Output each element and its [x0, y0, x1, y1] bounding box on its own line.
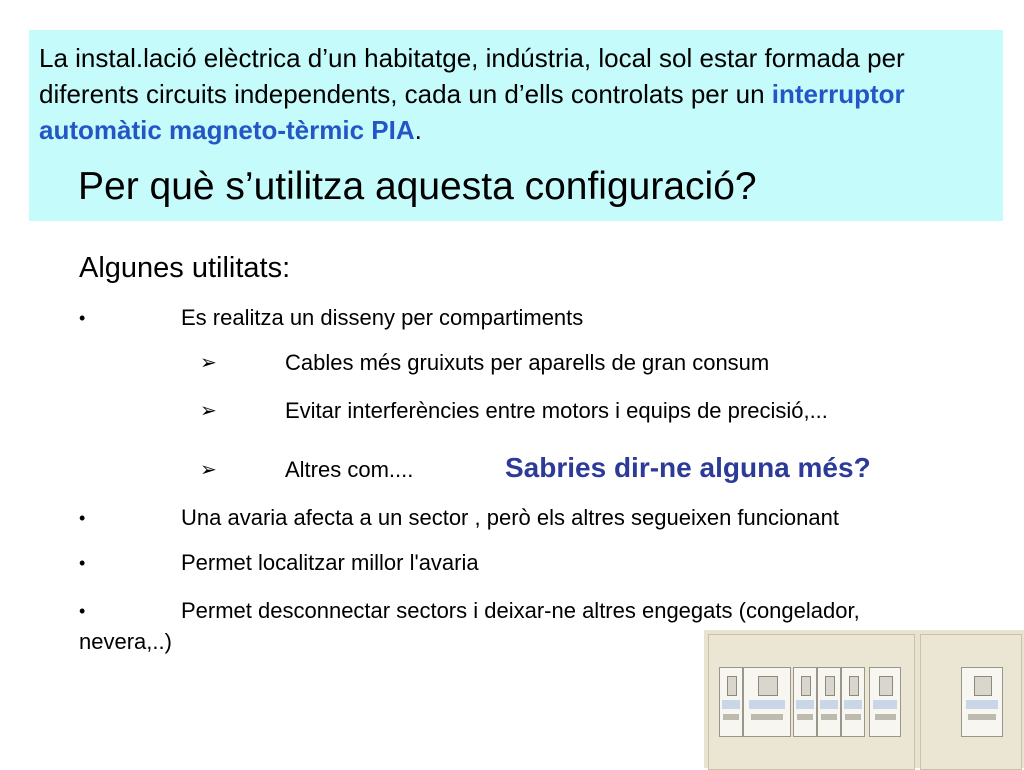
title-highlight: interruptor automàtic magneto-tèrmic PIA [39, 79, 905, 145]
breaker-switch [841, 667, 865, 737]
question-prompt: Sabries dir-ne alguna més? [505, 452, 871, 483]
list-item: Es realitza un disseny per compartiments [181, 305, 584, 330]
arrow-bullet-icon: ➢ [200, 459, 217, 481]
list-subitem: Evitar interferències entre motors i equips de precisió,... [285, 398, 828, 423]
bullet-marker: • [79, 308, 86, 328]
title-period: . [414, 115, 422, 145]
title-question: Per què s’utilitza aquesta configuració? [78, 165, 757, 208]
title-intro: La instal.lació elèctrica d’un habitatge, indústria, local sol estar formada per diferents circuits independents, cada un d’ells controlats per un [39, 43, 905, 109]
list-item: Permet desconnectar sectors i deixar-ne altres engegats (congelador, [181, 598, 860, 623]
breaker-panel-photo [704, 630, 1024, 768]
list-item: Permet localitzar millor l'avaria [181, 550, 479, 575]
title-box [29, 30, 1003, 221]
breaker-switch [961, 667, 1003, 737]
breaker-switch [793, 667, 817, 737]
breaker-switch [719, 667, 743, 737]
breaker-box-right [920, 634, 1022, 770]
arrow-bullet-icon: ➢ [200, 400, 217, 422]
arrow-bullet-icon: ➢ [200, 352, 217, 374]
bullet-marker: • [79, 508, 86, 528]
list-item: Una avaria afecta a un sector , però els altres segueixen funcionant [181, 505, 839, 530]
breaker-box-left [708, 634, 915, 770]
list-subitem: Altres com.... [285, 457, 414, 482]
bullet-marker: • [79, 553, 86, 573]
title-text [39, 40, 999, 148]
breaker-switch [743, 667, 791, 737]
breaker-switch [869, 667, 901, 737]
list-item-continuation: nevera,..) [79, 629, 172, 654]
bullet-marker: • [79, 601, 86, 621]
section-heading: Algunes utilitats: [79, 252, 291, 284]
breaker-switch [817, 667, 841, 737]
list-subitem: Cables més gruixuts per aparells de gran consum [285, 350, 770, 375]
